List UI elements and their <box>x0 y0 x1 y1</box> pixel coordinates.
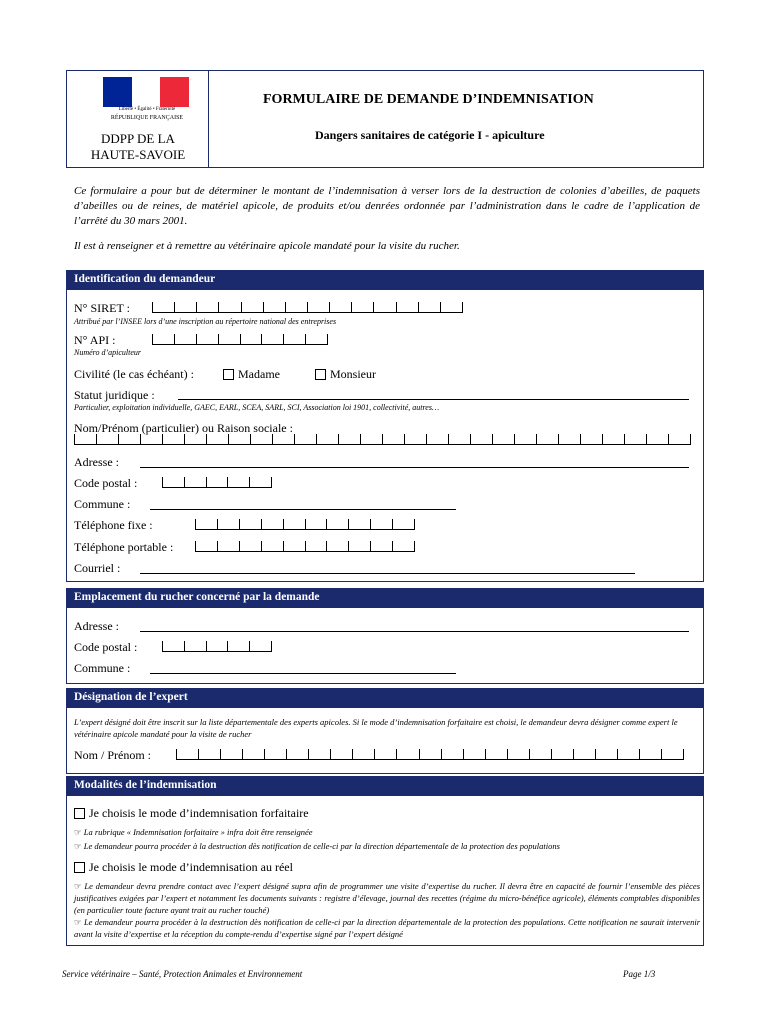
logo-republique: RÉPUBLIQUE FRANÇAISE <box>110 115 184 121</box>
rucher-commune-label: Commune : <box>74 661 131 675</box>
monsieur-checkbox[interactable] <box>315 369 326 380</box>
cp-label: Code postal : <box>74 476 138 490</box>
logo-cell <box>67 71 209 167</box>
api-note: Numéro d’apiculteur <box>74 348 142 357</box>
nom-label: Nom/Prénom (particulier) ou Raison sociale : <box>74 421 293 435</box>
expert-nom-label: Nom / Prénom : <box>74 748 151 762</box>
section-emplacement-heading: Emplacement du rucher concerné par la demande <box>66 588 704 608</box>
madame-option[interactable]: Madame <box>223 367 280 382</box>
adresse-label: Adresse : <box>74 455 119 469</box>
siret-note: Attribué par l’INSEE lors d’une inscription au répertoire national des entreprises <box>74 317 337 326</box>
forfaitaire-checkbox[interactable] <box>74 808 85 819</box>
pointing-hand-icon: ☞ <box>74 917 82 927</box>
reel-note-2: ☞ Le demandeur pourra procéder à la destruction dès notification de celle-ci par la direction départementale de la protection des populations. Cette notification ne saurait intervenir avant la visite d’expertise et la réception du compte-rendu d’expertise signé par l’expert désigné <box>74 917 700 939</box>
commune-input[interactable] <box>150 509 456 510</box>
tel-fixe-input[interactable] <box>195 519 415 530</box>
madame-checkbox[interactable] <box>223 369 234 380</box>
intro-instruction: Il est à renseigner et à remettre au vétérinaire apicole mandaté pour la visite du rucher. <box>74 240 460 252</box>
ddpp-name: DDPP DE LA HAUTE-SAVOIE <box>90 131 186 162</box>
rucher-cp-input[interactable] <box>162 641 272 652</box>
monsieur-option[interactable]: Monsieur <box>315 367 376 382</box>
commune-label: Commune : <box>74 497 131 511</box>
section-modalites-heading: Modalités de l’indemnisation <box>66 776 704 796</box>
footer-service: Service vétérinaire – Santé, Protection Animales et Environnement <box>62 969 303 979</box>
cp-input[interactable] <box>162 477 272 488</box>
nom-input[interactable] <box>74 434 691 445</box>
expert-note: L’expert désigné doit être inscrit sur la liste départementale des experts apicoles. Si le mode d’indemnisation forfaitaire est choisi, le demandeur devra désigner comme expert le vétérinaire apicole mandaté pour la visite de rucher <box>74 717 678 739</box>
civilite-label: Civilité (le cas échéant) : <box>74 367 194 381</box>
form-title: FORMULAIRE DE DEMANDE D’INDEMNISATION <box>263 92 594 107</box>
forfaitaire-note-2: ☞ Le demandeur pourra procéder à la destruction dès notification de celle-ci par la direction départementale de la protection des populations <box>74 841 560 851</box>
tel-port-label: Téléphone portable : <box>74 540 174 554</box>
rucher-commune-input[interactable] <box>150 673 456 674</box>
option-reel[interactable]: Je choisis le mode d’indemnisation au réel <box>74 860 293 875</box>
intro-paragraph: Ce formulaire a pour but de déterminer le montant de l’indemnisation à verser lors de la destruction de colonies d’abeilles, de paquets d’abeilles ou de reines, de matériel apicole, de produits et/ou denrées ordonnée par l’administration dans le cadre de l’application de l’arrêté du 30 mars 2001. <box>74 185 700 227</box>
pointing-hand-icon: ☞ <box>74 827 82 837</box>
header-box <box>66 70 704 168</box>
siret-input[interactable] <box>152 302 463 313</box>
siret-label: N° SIRET : <box>74 301 130 315</box>
section-identification-heading: Identification du demandeur <box>66 270 704 290</box>
statut-input[interactable] <box>178 399 689 400</box>
reel-note-1: ☞ Le demandeur devra prendre contact avec l’expert désigné supra afin de programmer une visite d’expertise du rucher. Il devra être en capacité de fournir l’ensemble des pièces justificatives exigées par l’expert et notamment les documents suivants : registre d’élevage, journal des recettes (régime du micro-bénéfice agricole), éléments comptables disponibles (en particulier toute facture ayant trait au rucher touché) <box>74 881 700 915</box>
option-forfaitaire[interactable]: Je choisis le mode d’indemnisation forfaitaire <box>74 806 309 821</box>
courriel-label: Courriel : <box>74 561 121 575</box>
api-label: N° API : <box>74 333 116 347</box>
section-expert-heading: Désignation de l’expert <box>66 688 704 708</box>
statut-label: Statut juridique : <box>74 388 155 402</box>
adresse-input[interactable] <box>140 467 689 468</box>
courriel-input[interactable] <box>140 573 635 574</box>
pointing-hand-icon: ☞ <box>74 841 82 851</box>
forfaitaire-note-1: ☞ La rubrique « Indemnisation forfaitaire » infra doit être renseignée <box>74 827 313 837</box>
rucher-cp-label: Code postal : <box>74 640 138 654</box>
republique-logo <box>103 77 189 107</box>
reel-checkbox[interactable] <box>74 862 85 873</box>
page-number: Page 1/3 <box>623 969 656 979</box>
rucher-adresse-label: Adresse : <box>74 619 119 633</box>
logo-motto: Liberté • Égalité • Fraternité <box>118 107 176 112</box>
api-input[interactable] <box>152 334 328 345</box>
statut-note: Particulier, exploitation individuelle, GAEC, EARL, SCEA, SARL, SCI, Association loi 1901, collectivité, autres… <box>74 403 440 412</box>
pointing-hand-icon: ☞ <box>74 881 82 891</box>
expert-nom-input[interactable] <box>176 749 684 760</box>
rucher-adresse-input[interactable] <box>140 631 689 632</box>
tel-port-input[interactable] <box>195 541 415 552</box>
tel-fixe-label: Téléphone fixe : <box>74 518 153 532</box>
form-subtitle: Dangers sanitaires de catégorie I - apiculture <box>315 128 545 142</box>
